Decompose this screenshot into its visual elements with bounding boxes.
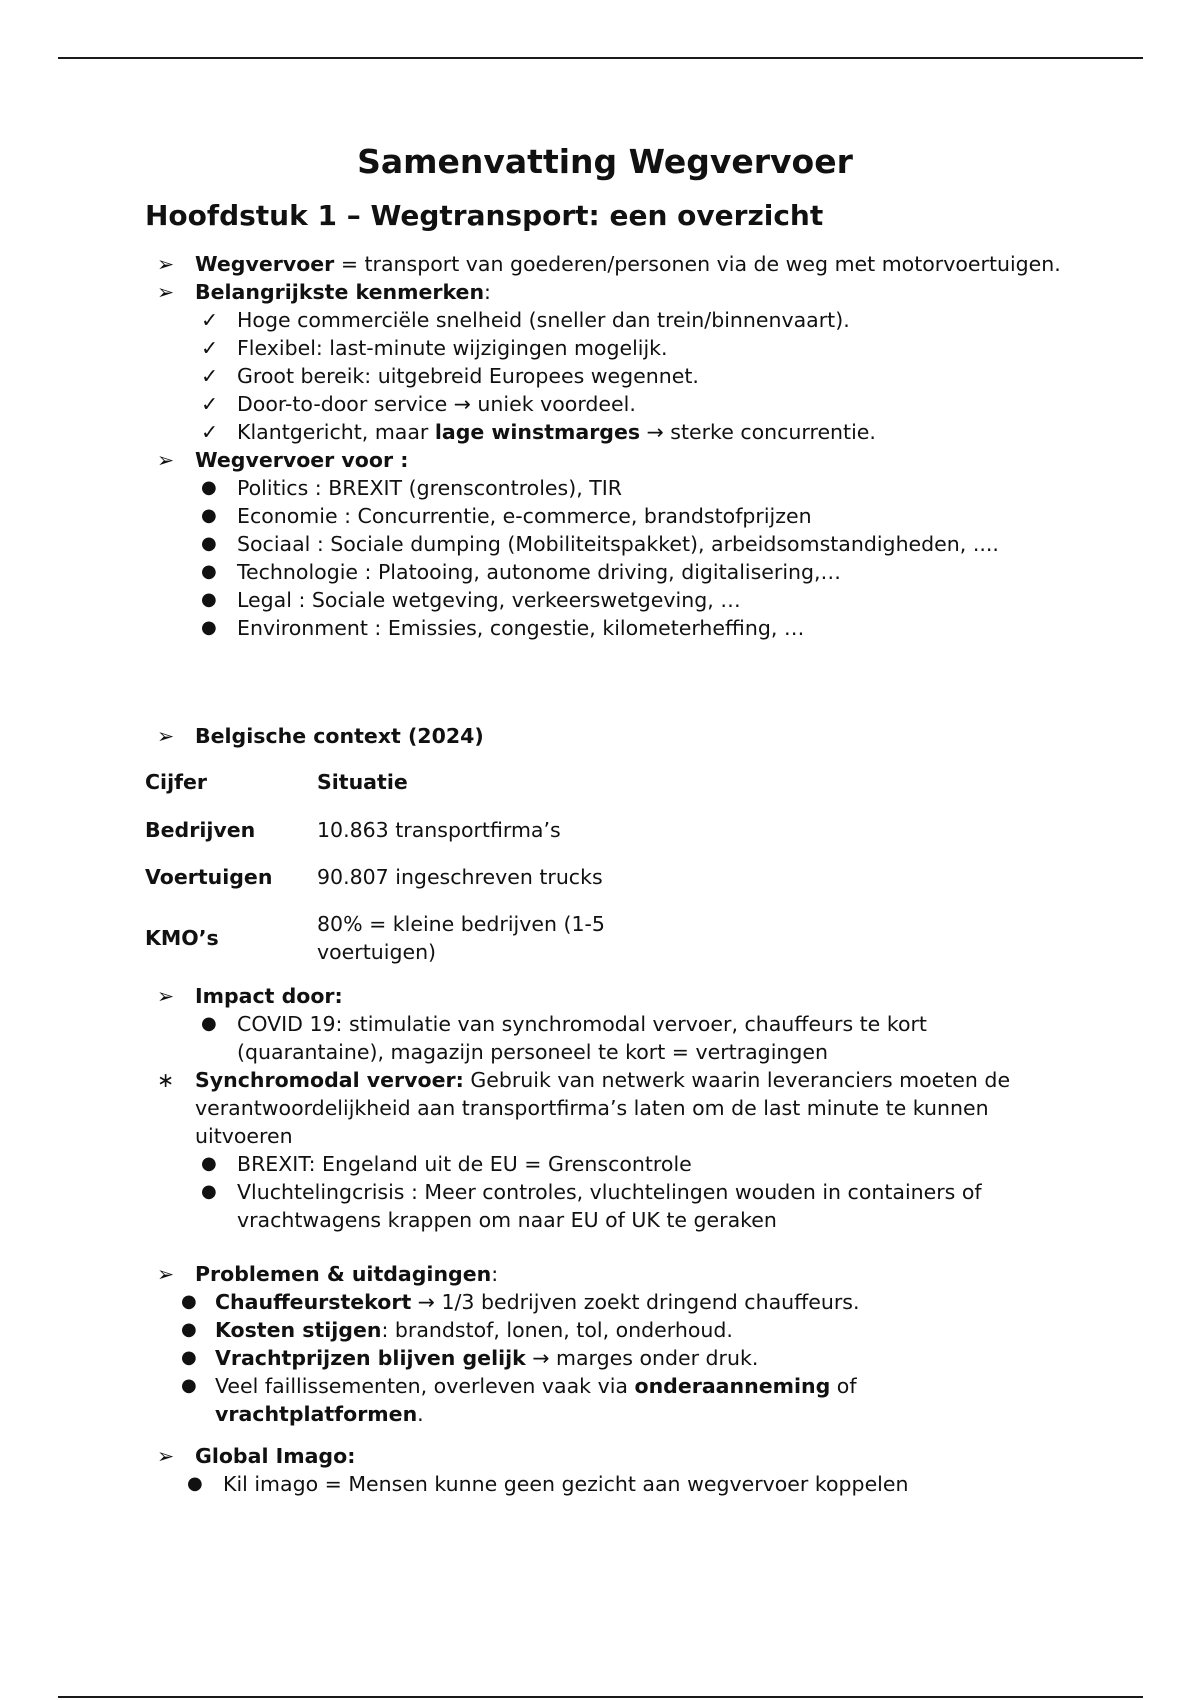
bullet-item: ● COVID 19: stimulatie van synchromodal vervoer, chauffeurs te kort (quarantaine), magazijn personeel te kort = vertragingen [201, 1012, 927, 1064]
term: Synchromodal vervoer: [195, 1068, 464, 1092]
definition-section [145, 250, 1065, 642]
asterisk-bullet-icon: ∗ [157, 1068, 175, 1092]
page-title: Samenvatting Wegvervoer [357, 142, 853, 181]
list-item [145, 446, 1065, 474]
definition-text: = transport van goederen/personen via de weg met motorvoertuigen. [334, 252, 1061, 276]
check-item: ✓ Door-to-door service → uniek voordeel. [201, 392, 636, 416]
bullet-icon: ● [181, 1347, 197, 1368]
belgian-context-section [145, 722, 1065, 750]
check-icon: ✓ [201, 392, 219, 416]
challenges-section [145, 1260, 1065, 1428]
list-item [145, 1442, 1065, 1470]
check-item: ✓ Flexibel: last-minute wijzigingen mogelijk. [201, 336, 668, 360]
arrow-bullet-icon: ➢ [157, 280, 175, 304]
term: Wegvervoer [195, 252, 335, 276]
bullet-item: ● Environment : Emissies, congestie, kilometerheffing, … [201, 616, 805, 640]
header-rule [58, 57, 1143, 59]
bullet-icon: ● [181, 1319, 197, 1340]
bullet-icon: ● [201, 477, 217, 498]
check-icon: ✓ [201, 420, 219, 444]
arrow-bullet-icon: ➢ [157, 724, 175, 748]
list-item: ➢ Problemen & uitdagingen: [157, 1262, 499, 1286]
section-heading: Belangrijkste kenmerken [195, 280, 485, 304]
section-heading: Global Imago: [195, 1444, 356, 1468]
section-heading: Wegvervoer voor : [195, 448, 409, 472]
footer-rule [58, 1696, 1143, 1698]
bullet-icon: ● [201, 617, 217, 638]
bullet-icon: ● [181, 1375, 197, 1396]
check-icon: ✓ [201, 308, 219, 332]
arrow-bullet-icon: ➢ [157, 448, 175, 472]
chapter-heading: Hoofdstuk 1 – Wegtransport: een overzicht [145, 199, 824, 232]
check-icon: ✓ [201, 364, 219, 388]
list-item: ➢ Belangrijkste kenmerken: [157, 280, 491, 304]
impact-section [145, 982, 1065, 1234]
section-heading: Impact door: [195, 984, 343, 1008]
bullet-item: ● Economie : Concurrentie, e-commerce, brandstofprijzen [201, 504, 812, 528]
bullet-item: ● Chauffeurstekort → 1/3 bedrijven zoekt dringend chauffeurs. [181, 1290, 860, 1314]
bullet-item: ● Legal : Sociale wetgeving, verkeerswetgeving, … [201, 588, 741, 612]
bullet-item: ● Sociaal : Sociale dumping (Mobiliteitspakket), arbeidsomstandigheden, .... [201, 532, 999, 556]
check-item: ✓ Groot bereik: uitgebreid Europees wegennet. [201, 364, 699, 388]
check-item: ✓ Hoge commerciële snelheid (sneller dan trein/binnenvaart). [201, 308, 850, 332]
list-item [145, 982, 1065, 1010]
bullet-icon: ● [201, 505, 217, 526]
arrow-bullet-icon: ➢ [157, 984, 175, 1008]
bullet-icon: ● [201, 1013, 217, 1034]
bullet-item: ● Technologie : Platooing, autonome driving, digitalisering,… [201, 560, 842, 584]
bullet-icon: ● [201, 1153, 217, 1174]
bullet-icon: ● [201, 533, 217, 554]
list-item [145, 250, 1065, 278]
list-item [145, 722, 1065, 750]
arrow-bullet-icon: ➢ [157, 1262, 175, 1286]
bullet-item: ● Vrachtprijzen blijven gelijk → marges onder druk. [181, 1346, 759, 1370]
bullet-icon: ● [187, 1473, 203, 1494]
table-header-row: Cijfer Situatie [145, 770, 408, 794]
check-item: ✓ Klantgericht, maar lage winstmarges → sterke concurrentie. [201, 420, 876, 444]
table-row: KMO’s 80% = kleine bedrijven (1-5 voertuigen) [145, 912, 605, 964]
bullet-icon: ● [181, 1291, 197, 1312]
bullet-icon: ● [201, 589, 217, 610]
arrow-bullet-icon: ➢ [157, 1444, 175, 1468]
bullet-item: ● Politics : BREXIT (grenscontroles), TIR [201, 476, 623, 500]
check-icon: ✓ [201, 336, 219, 360]
bullet-item: ● Veel faillissementen, overleven vaak via onderaanneming of vrachtplatformen. [181, 1374, 857, 1426]
table-row: Bedrijven 10.863 transportfirma’s [145, 818, 561, 842]
context-table [145, 768, 1065, 968]
section-heading: Belgische context (2024) [195, 724, 484, 748]
bullet-item: ● Vluchtelingcrisis : Meer controles, vluchtelingen wouden in containers of vrachtwagens krappen om naar EU of UK te geraken [201, 1180, 982, 1232]
bullet-icon: ● [201, 561, 217, 582]
arrow-bullet-icon: ➢ [157, 252, 175, 276]
bullet-item: ● Kosten stijgen: brandstof, lonen, tol, onderhoud. [181, 1318, 733, 1342]
global-image-section [145, 1442, 1065, 1498]
bullet-item: ● Kil imago = Mensen kunne geen gezicht aan wegvervoer koppelen [187, 1472, 909, 1496]
bullet-item: ● BREXIT: Engeland uit de EU = Grenscontrole [201, 1152, 692, 1176]
list-item: ∗ Synchromodal vervoer: Gebruik van netwerk waarin leveranciers moeten de verantwoordelijkheid aan transportfirma’s laten om de last minute te kunnen uitvoeren [157, 1068, 1011, 1148]
section-heading: Problemen & uitdagingen [195, 1262, 492, 1286]
bullet-icon: ● [201, 1181, 217, 1202]
table-row: Voertuigen 90.807 ingeschreven trucks [145, 865, 603, 889]
